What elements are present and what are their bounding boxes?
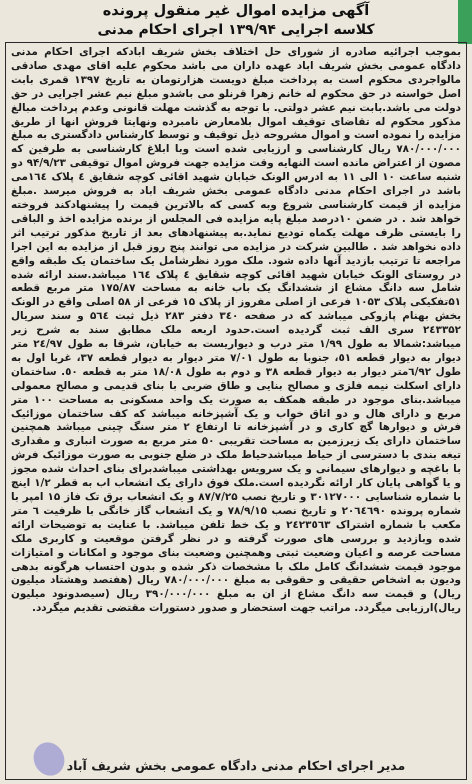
- notice-signature: مدیر اجرای احکام مدنی دادگاه عمومی بخش شریف آباد: [66, 758, 406, 773]
- notice-case-number: کلاسه اجرایی ۱۳۹/۹۴ اجرای احکام مدنی: [97, 22, 375, 38]
- notice-title: آگهی مزایده اموال غیر منقول پرونده: [102, 3, 370, 19]
- notice-body: [11, 46, 461, 730]
- notice-header: [0, 2, 472, 40]
- notice-body-text: بموجب اجرائیه صادره از شورای حل اختلاف بخش شریف ابادکه اجرای احکام مدنی دادگاه عمومی بخش شریف اباد عهده داران می باشد محکوم علیه اقای مهدی صادقی مالواجردی محکوم است به پرداخت مبلغ دویست هزارتومان به تاریخ ۱۳۹۷ قمری بابت اصل خواسته در حق محکوم له خانم زهرا قرنلو می باشدو مبلغ نیم عشر اجرایی در حق دولت می باشد.بابت نیم عشر دولتی. با توجه به گذشت مهلت قانونی وعدم پرداخت مبالغ مذکور محکوم له تقاضای توقیف اموال بلامعارض نامبرده ونهایتا فروش انها از طریق مزایده را نموده است و اموال مشروحه ذیل توقیف و توسط کارشناس دادگستری به مبلغ ۷۸۰/۰۰۰/۰۰۰ ریال کارشناسی و ارزیابی شده است وبا ابلاغ کارشناسی به طرفین که مصون از اعتراض مانده است النهایه وقت مزایده جهت فروش اموال توقیفی ۹۴/۹/۲۳ دو شنبه ساعت ۱۰ الی ۱۱ به ادرس الونک خیابان شهید اقائی کوچه شقایق ٤ پلاک ١٦٤می باشد در اجرای احکام مدنی دادگاه عمومی بخش شریف اباد به فروش میرسد .مبلغ مزایده از قیمت کارشناسی شروع وبه کسی که بالاترین قیمت را پیشنهادکند فروخته خواهد شد . در ضمن ۱۰درصد مبلغ پایه مزایده فی المجلس از برنده مزایده اخذ و الباقی را بایستی ظرف مهلت یکماه تودیع نماید.به پیشنهادهای بعد از تاریخ مذکور ترتیب اثر داده نخواهد شد . طالبین شرکت در مزایده می توانند پنج روز قبل از مزایده به این اجرا مراجعه تا ترتیب بازدید آنها داده شود. ملک مورد نظرشامل یک ساختمان یک طبقه واقع در روستای الونک خیابان شهید اقائی کوچه شقایق ٤ پلاک ١٦٤ میباشد.سند ارائه شده شامل سه دانگ مشاع از ششدانگ یک باب خانه به مساحت ۱۷۵/۸۷ متر مربع قطعه ۵۱تفکیکی پلاک ۱۰۵۳ فرعی از اصلی مفروز از پلاک ۱۵ فرعی از ۵۸ اصلی واقع در الونک بخش بهنام پازوکی میباشد که در صفحه ۳٤۰ دفتر ۲۸۳ ذیل ثبت ۵٦٤ و سند سریال ۲٤۳۳۵۲ سری الف ثبت گردیده است.حدود اربعه ملک مطابق سند به شرح زیر میباشد:شمالا به طول ۱/۹۹ متر درب و دیواریست به خیابان، شرقا به طول ۲٤/۹۷ متر دیوار به دیوار قطعه ٥١، جنوبا به طول ٧/٠١ متر دیوار به دیوار قطعه ٣٧، غربا اول به طول ٦/٩٢متر دیوار به دیوار قطعه ٣٨ و دوم به طول ١٨/٠٨ متر به قطعه ٥٠. ساختمان دارای اسکلت نیمه فلزی و مصالح بنایی و طاق ضربی با بنای قدیمی و مصالح معمولی میباشد.بنای موجود در طبقه همکف به صورت یک واحد مسکونی به مساحت ۱۰۰ متر مربع و دارای هال و دو اتاق خواب و یک آشپزخانه میباشد که کف ساختمان موزائیک فرش و دیوارها گچ کاری و در آشپزخانه تا ارتفاع ۲ متر سنگ چینی میباشد همچنین ساختمان دارای یک زیرزمین به مساحت تقریبی ۵۰ متر مربع به صورت انباری و مقداری تیغه بندی با دسترسی از حیاط میباشدحیاط ملک در ضلع جنوبی به صورت موزائیک فرش با باغچه و دیوارهای سیمانی و یک سرویس بهداشتی میباشدبرای بنای احداث شده مجوز و یا گواهی پایان کار ارائه نگردیده است.ملک فوق دارای یک انشعاب اب به قطر ۱/۲ اینچ با شماره شناسایی ۳۰۱۲۷۰۰۰ و تاریخ نصب ۸۷/۷/۲۵ و یک انشعاب برق تک فاز ۱۵ امپر با شماره پرونده ۲۰٦٤٦٩۰ و تاریخ نصب ۷۸/۹/۱۵ و یک انشعاب گاز خانگی با ظرفیت ٦ متر مکعب با شماره اشتراک ۲٤٢٣٥٦٣ و یک خط تلفن میباشد. با عنایت به توضیحات ارائه شده وبازدید و بررسی های صورت گرفته و در نظر گرفتن موقعیت و کاربری ملک مساحت عرصه و اعیان وضعیت ثبتی وهمچنین وضعیت بنای موجود و امکانات و امتیازات موجود قیمت ششدانگ کامل ملک با مشخصات ذکر شده و بدون احتساب هرگونه بدهی ودیون به اشخاص حقیقی و حقوقی به مبلغ ۷۸۰/۰۰۰/۰۰۰ ریال (هفتصد وهشتاد میلیون ریال) و قیمت سه دانگ مشاع از ان به مبلغ ۳۹۰/۰۰۰/۰۰۰ ریال (سیصدونود میلیون ریال)ارزیابی میگردد. مراتب جهت استحضار و صدور دستورات مقتضی تقدیم میگردد.: [11, 46, 461, 615]
